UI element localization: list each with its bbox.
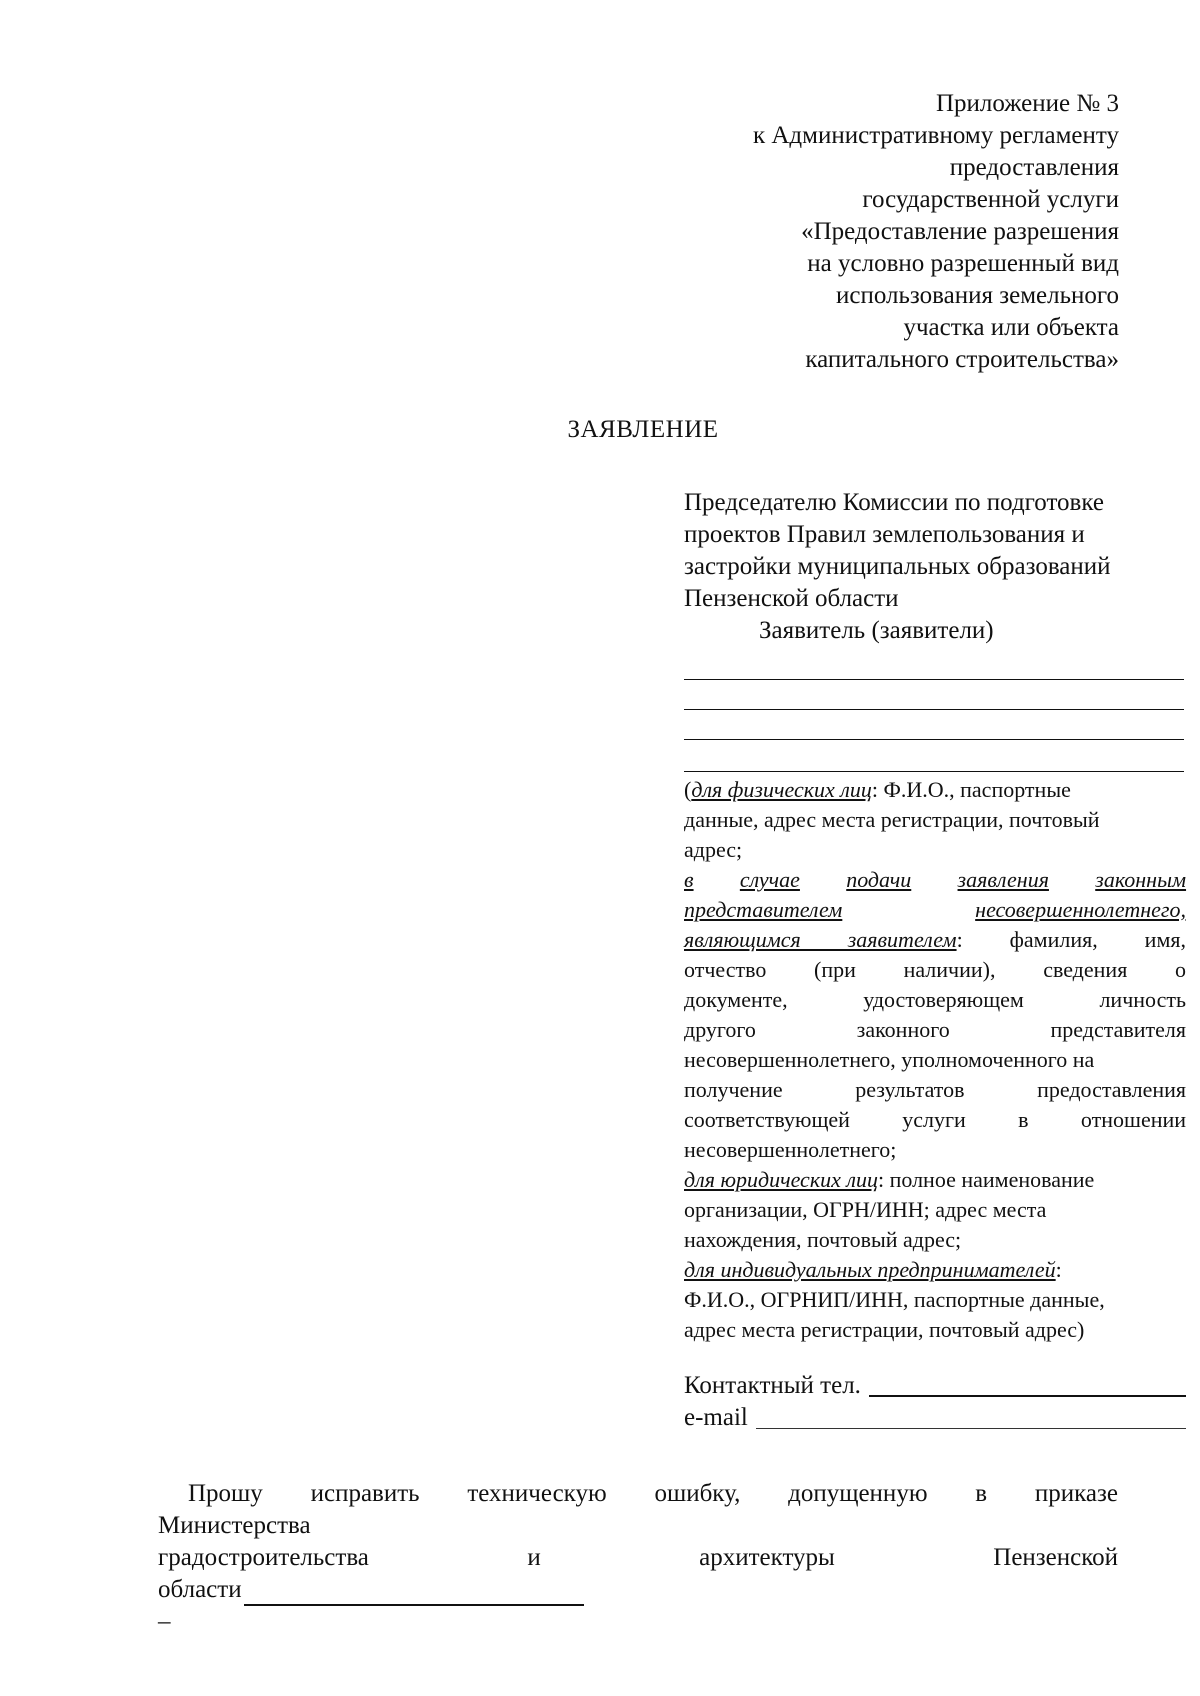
- hint-word: другого: [684, 1017, 756, 1042]
- hint-word: законного: [856, 1017, 950, 1042]
- hint-word: законным: [1095, 867, 1187, 892]
- hint-rep-line-1: [684, 865, 1186, 895]
- appendix-line: капитального строительства»: [805, 346, 1119, 373]
- hint-ind-label: для индивидуальных предпринимателей: [684, 1257, 1056, 1282]
- hint-jur-row-3: нахождения, почтовый адрес;: [684, 1227, 962, 1252]
- appendix-line: Приложение № 3: [935, 90, 1119, 117]
- hint-ind-row-3: адрес места регистрации, почтовый адрес): [684, 1317, 1085, 1342]
- request-word: в: [975, 1480, 988, 1507]
- hint-ind-row: [684, 1255, 1186, 1285]
- hint-rep-line-3: являющимся заявителем: фамилия, имя,: [684, 927, 1186, 952]
- hint-word: о: [1175, 957, 1186, 982]
- addressee-line: Пензенской области: [684, 585, 899, 612]
- hint-word: соответствующей: [684, 1107, 850, 1132]
- request-line-4: [158, 1574, 1118, 1606]
- hint-word: удостоверяющем: [863, 987, 1024, 1012]
- request-word: области: [158, 1576, 242, 1603]
- hint-word: в: [1018, 1107, 1029, 1132]
- order-blank-field[interactable]: [244, 1578, 584, 1606]
- request-word: и: [527, 1544, 541, 1571]
- request-line-5: –: [158, 1608, 171, 1635]
- hint-rep-line-4: [684, 955, 1186, 985]
- hint-word: наличии),: [903, 957, 996, 982]
- request-word: техническую: [467, 1480, 607, 1507]
- hint-word: услуги: [902, 1107, 966, 1132]
- hint-rep-line-10: несовершеннолетнего;: [684, 1137, 897, 1162]
- addressee-line: проектов Правил землепользования и: [684, 521, 1085, 548]
- request-paragraph: [158, 1478, 1118, 1638]
- addressee-block: [684, 487, 1184, 647]
- request-word: архитектуры: [699, 1544, 835, 1571]
- hint-jur-text: : полное наименование: [877, 1167, 1095, 1192]
- appendix-line: участка или объекта: [903, 314, 1119, 341]
- request-word: градостроительства: [158, 1544, 369, 1571]
- request-line-1: [158, 1478, 1118, 1510]
- appendix-line: «Предоставление разрешения: [801, 218, 1119, 245]
- hint-rep-line-5: [684, 985, 1186, 1015]
- hint-word: документе,: [684, 987, 788, 1012]
- hint-ind-row-2: Ф.И.О., ОГРНИП/ИНН, паспортные данные,: [684, 1287, 1105, 1312]
- request-word: допущенную: [788, 1480, 928, 1507]
- hint-word: отношении: [1080, 1107, 1187, 1132]
- hint-word: представителя: [1050, 1017, 1187, 1042]
- request-word: ошибку,: [654, 1480, 741, 1507]
- appendix-line: использования земельного: [836, 282, 1119, 309]
- hint-word: подачи: [846, 867, 912, 892]
- phone-field[interactable]: [869, 1395, 1186, 1397]
- hint-word: отчество: [684, 957, 767, 982]
- request-word: исправить: [310, 1480, 420, 1507]
- hint-jur-label: для юридических лиц: [684, 1167, 878, 1192]
- hint-rep-line-6: [684, 1015, 1186, 1045]
- hint-phys-row: (для физических лиц: Ф.И.О., паспортные: [684, 777, 1071, 802]
- addressee-line: Председателю Комиссии по подготовке: [684, 489, 1104, 516]
- phone-label: Контактный тел.: [684, 1372, 861, 1399]
- hint-phys-label: для физических лиц: [691, 777, 872, 802]
- hint-word: несовершеннолетнего,: [975, 897, 1186, 922]
- applicant-blank-line-2[interactable]: [684, 709, 1184, 710]
- hint-word: предоставления: [1037, 1077, 1187, 1102]
- hint-word: сведения: [1043, 957, 1128, 982]
- hint-rep-line-2: [684, 895, 1186, 925]
- hint-phys-row-3: адрес;: [684, 837, 743, 862]
- request-line-3: [158, 1542, 1118, 1574]
- applicant-blank-line-4[interactable]: [684, 771, 1184, 772]
- hint-phys-row-2: данные, адрес места регистрации, почтовый: [684, 807, 1100, 832]
- hint-rep-line-9: [684, 1105, 1186, 1135]
- hint-word: фамилия,: [1009, 927, 1098, 952]
- request-word: Пензенской: [993, 1544, 1118, 1571]
- applicant-blank-line-1[interactable]: [684, 679, 1184, 680]
- email-label: e-mail: [684, 1404, 748, 1431]
- contacts-block: [684, 1370, 1186, 1434]
- hint-word: имя,: [1144, 927, 1186, 952]
- hint-word: получение: [684, 1077, 783, 1102]
- email-row: [684, 1402, 1186, 1434]
- appendix-header: [649, 88, 1119, 376]
- hint-word: личность: [1099, 987, 1186, 1012]
- hint-rep-label: являющимся заявителем: [684, 927, 957, 952]
- hint-phys-text: : Ф.И.О., паспортные: [871, 777, 1071, 802]
- hint-word: представителем: [684, 897, 843, 922]
- hint-ind-text: :: [1055, 1257, 1062, 1282]
- hint-word: случае: [739, 867, 800, 892]
- appendix-line: предоставления: [949, 154, 1119, 181]
- hint-rep-line-8: [684, 1075, 1186, 1105]
- applicant-hint: [684, 775, 1186, 1345]
- appendix-line: государственной услуги: [862, 186, 1119, 213]
- request-word: приказе: [1034, 1480, 1118, 1507]
- appendix-line: к Административному регламенту: [752, 122, 1119, 149]
- hint-word: в: [684, 867, 694, 892]
- request-line-2: Министерства: [158, 1512, 311, 1539]
- hint-word: заявления: [957, 867, 1049, 892]
- appendix-line: на условно разрешенный вид: [807, 250, 1119, 277]
- addressee-line: застройки муниципальных образований: [684, 553, 1111, 580]
- phone-row: [684, 1370, 1186, 1402]
- hint-jur-row-2: организации, ОГРН/ИНН; адрес места: [684, 1197, 1047, 1222]
- document-title: ЗАЯВЛЕНИЕ: [567, 416, 719, 443]
- hint-rep-line-7: несовершеннолетнего, уполномоченного на: [684, 1047, 1095, 1072]
- hint-jur-row: [684, 1165, 1186, 1195]
- hint-word: (при: [814, 957, 856, 982]
- email-field[interactable]: [756, 1428, 1186, 1429]
- applicant-label: Заявитель (заявители): [759, 617, 994, 644]
- applicant-blank-line-3[interactable]: [684, 739, 1184, 740]
- hint-word: результатов: [855, 1077, 965, 1102]
- request-word: Прошу: [188, 1480, 263, 1507]
